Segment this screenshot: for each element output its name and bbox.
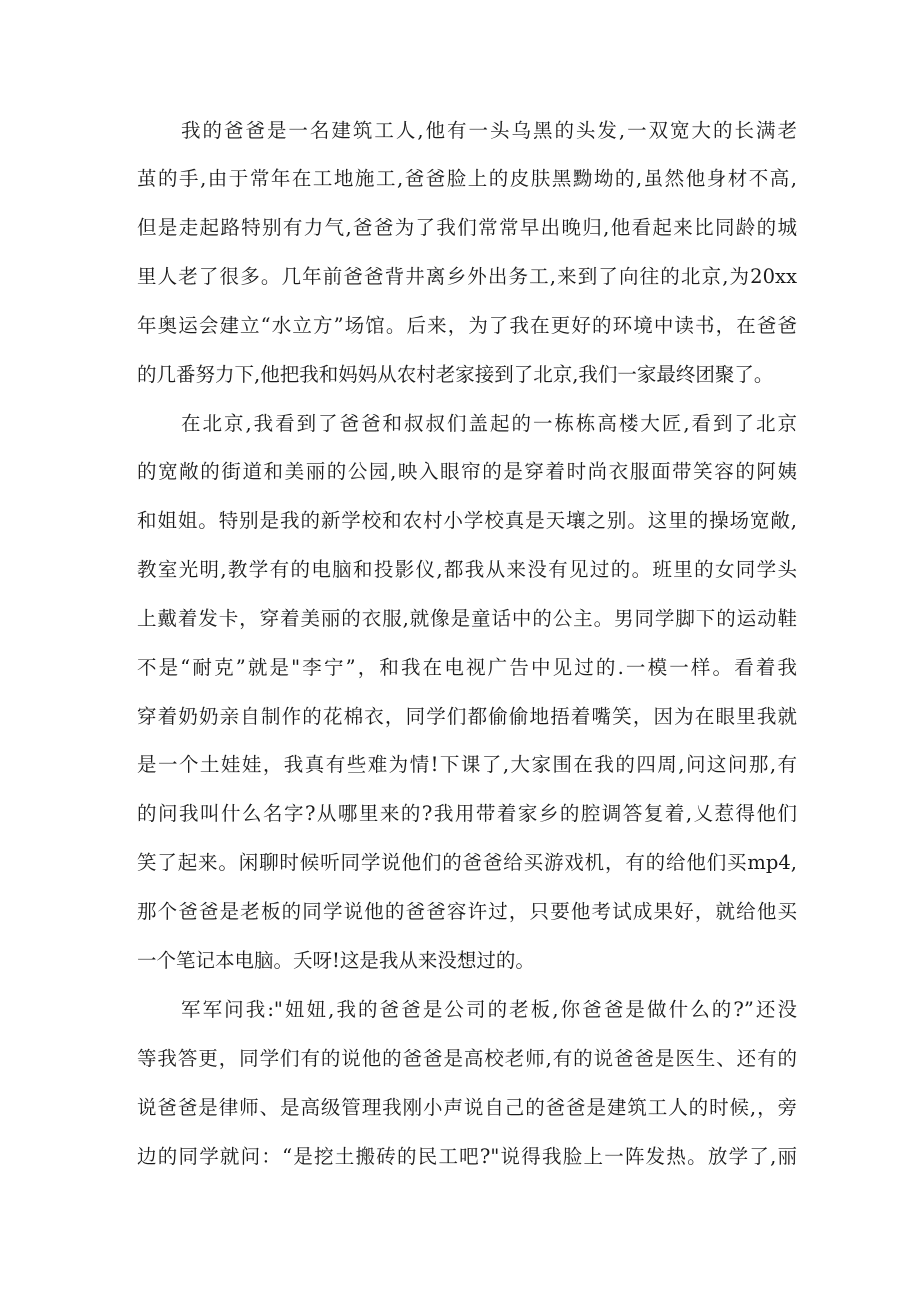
text-line: 年奥运会建立“水立方”场馆。后来，为了我在更好的环境中读书，在爸爸 <box>137 314 797 337</box>
text-line: 里人老了很多。几年前爸爸背井离乡外出务工,来到了向往的北京,为20xx <box>137 265 797 288</box>
text-line: 穿着奶奶亲自制作的花棉衣，同学们都偷偷地捂着嘴笑，因为在眼里我就 <box>137 705 797 728</box>
text-line: 上戴着发卡，穿着美丽的衣服,就像是童话中的公主。男同学脚下的运动鞋 <box>137 607 797 630</box>
text-line: 一个笔记本电脑。夭呀!这是我从来没想过的。 <box>137 949 535 972</box>
text-line: 是一个土娃娃，我真有些难为情!下课了,大家围在我的四周,问这问那,有 <box>137 753 797 776</box>
text-line: 的宽敞的街道和美丽的公园,映入眼帘的是穿着时尚衣服面带笑容的阿姨 <box>137 460 797 483</box>
text-line: 教室光明,教学有的电脑和投影仪,都我从来没有见过的。班里的女同学头 <box>137 558 797 581</box>
text-line: 不是“耐克”就是"李宁”，和我在电视广告中见过的.一模一样。看着我 <box>137 656 797 679</box>
text-line: 边的同学就问：“是挖土搬砖的民工吧?"说得我脸上一阵发热。放学了,丽 <box>137 1145 797 1168</box>
text-line: 等我答更，同学们有的说他的爸爸是高校老师,有的说爸爸是医生、还有的 <box>137 1047 797 1070</box>
text-line: 笑了起来。闲聊时候听同学说他们的爸爸给买游戏机，有的给他们买mp4, <box>137 851 797 874</box>
text-line: 说爸爸是律师、是高级管理我刚小声说自己的爸爸是建筑工人的时候,，旁 <box>137 1096 797 1119</box>
text-line: 那个爸爸是老板的同学说他的爸爸容许过，只要他考试成果好，就给他买 <box>137 900 797 923</box>
text-line: 在北京,我看到了爸爸和叔叔们盖起的一栋栋高楼大匠,看到了北京 <box>181 412 797 435</box>
text-line: 军军问我:"妞妞,我的爸爸是公司的老板,你爸爸是做什么的?”还没 <box>181 998 797 1021</box>
text-line: 和姐姐。特别是我的新学校和农村小学校真是天壤之别。这里的操场宽敞, <box>137 509 797 532</box>
text-line: 的几番努力下,他把我和妈妈从农村老家接到了北京,我们一家最终团聚了。 <box>137 363 774 386</box>
text-line: 茧的手,由于常年在工地施工,爸爸脸上的皮肤黑黝坳的,虽然他身材不高, <box>137 167 797 190</box>
text-line: 我的爸爸是一名建筑工人,他有一头乌黑的头发,一双宽大的长满老 <box>181 119 797 142</box>
text-line: 但是走起路特别有力气,爸爸为了我们常常早出晚归,他看起来比同龄的城 <box>137 216 797 239</box>
text-line: 的问我叫什么名字?从哪里来的?我用带着家乡的腔调答复着,乂惹得他们 <box>137 802 797 825</box>
